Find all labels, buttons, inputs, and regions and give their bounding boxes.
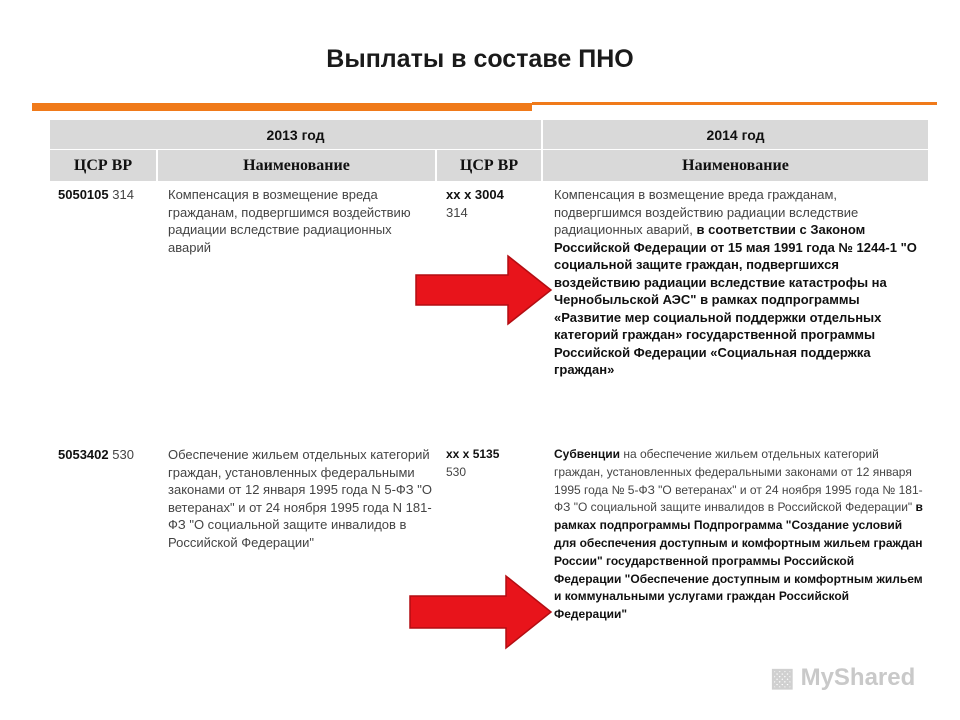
year-header-row bbox=[50, 120, 928, 149]
row1-new-name-bold: в соответствии с Законом Российской Федерации от 15 мая 1991 года № 1244-1 "О социальной защите граждан, подвергшихся воздействию радиации вследствие катастрофы на Чернобыльской АЭС" в рамках подпрограммы «Развитие мер социальной поддержки отдельных категорий граждан» государственной программы Российской Федерации «Социальная поддержка граждан» bbox=[554, 222, 917, 377]
header-year-2014: 2014 год bbox=[543, 120, 928, 149]
row2-new-code: хх х 5135 bbox=[446, 447, 500, 461]
watermark-text: MyShared bbox=[800, 663, 916, 691]
row2-old-name: Обеспечение жильем отдельных категорий граждан, установленных федеральными законами от 12 января 1995 года N 5-ФЗ "О ветеранах" и от 24 ноября 1995 года N 181-ФЗ "О социальной защите инвалидов в Российской Федерации" bbox=[168, 447, 432, 550]
row1-new-vr: 314 bbox=[446, 204, 468, 220]
header-name-2013: Наименование bbox=[158, 150, 437, 181]
row1-new-name bbox=[554, 186, 922, 379]
row1-old-code: 5050105 bbox=[58, 187, 109, 202]
red-arrow-right-icon bbox=[408, 574, 554, 650]
row2-old-code-cell bbox=[58, 446, 158, 464]
watermark-logo bbox=[770, 662, 915, 693]
accent-line bbox=[532, 102, 937, 105]
row2-new-vr: 530 bbox=[446, 464, 467, 479]
row2-new-name-bold-lead: Субвенции bbox=[554, 447, 621, 461]
row1-old-code-cell bbox=[58, 186, 158, 204]
row1-new-code: хх х 3004 bbox=[446, 187, 504, 202]
red-arrow-right-icon bbox=[414, 254, 554, 326]
row1-old-vr: 314 bbox=[108, 187, 134, 202]
row1-new-code-cell bbox=[446, 186, 541, 221]
header-name-2014: Наименование bbox=[543, 150, 928, 181]
row1-new-name-plain: Компенсация в возмещение вреда гражданам, подвергшимся воздействию радиации вследствие радиационных аварий, bbox=[554, 187, 859, 237]
row2-new-code-cell bbox=[446, 446, 541, 482]
presentation-board-icon: ▩ bbox=[770, 662, 795, 692]
header-year-2013: 2013 год bbox=[50, 120, 543, 149]
header-csr-vr-2013: ЦСР ВР bbox=[50, 150, 158, 181]
row2-new-name bbox=[554, 446, 924, 624]
row2-new-name-bold: в рамках подпрограммы Подпрограмма "Создание условий для обеспечения доступным и комфортным жильем граждан России" государственной программы Российской Федерации "Обеспечение доступным и комфортным жильем и коммунальными услугами граждан Российской Федерации" bbox=[554, 500, 923, 622]
slide-title: Выплаты в составе ПНО bbox=[326, 45, 634, 73]
header-csr-vr-2014: ЦСР ВР bbox=[437, 150, 543, 181]
row2-new-name-plain: на обеспечение жильем отдельных категорий граждан, установленных федеральными законами от 12 января 1995 года № 5-ФЗ "О ветеранах" и от 24 ноября 1995 года № 181-ФЗ "О социальной защите инвалидов в Российской Федерации" bbox=[554, 447, 923, 515]
accent-bar bbox=[32, 103, 532, 111]
row1-old-name: Компенсация в возмещение вреда гражданам, подвергшимся воздействию радиации вследствие радиационных аварий bbox=[168, 187, 411, 255]
row2-old-code: 5053402 bbox=[58, 447, 109, 462]
row2-old-vr: 530 bbox=[108, 447, 134, 462]
column-header-row bbox=[50, 150, 928, 181]
